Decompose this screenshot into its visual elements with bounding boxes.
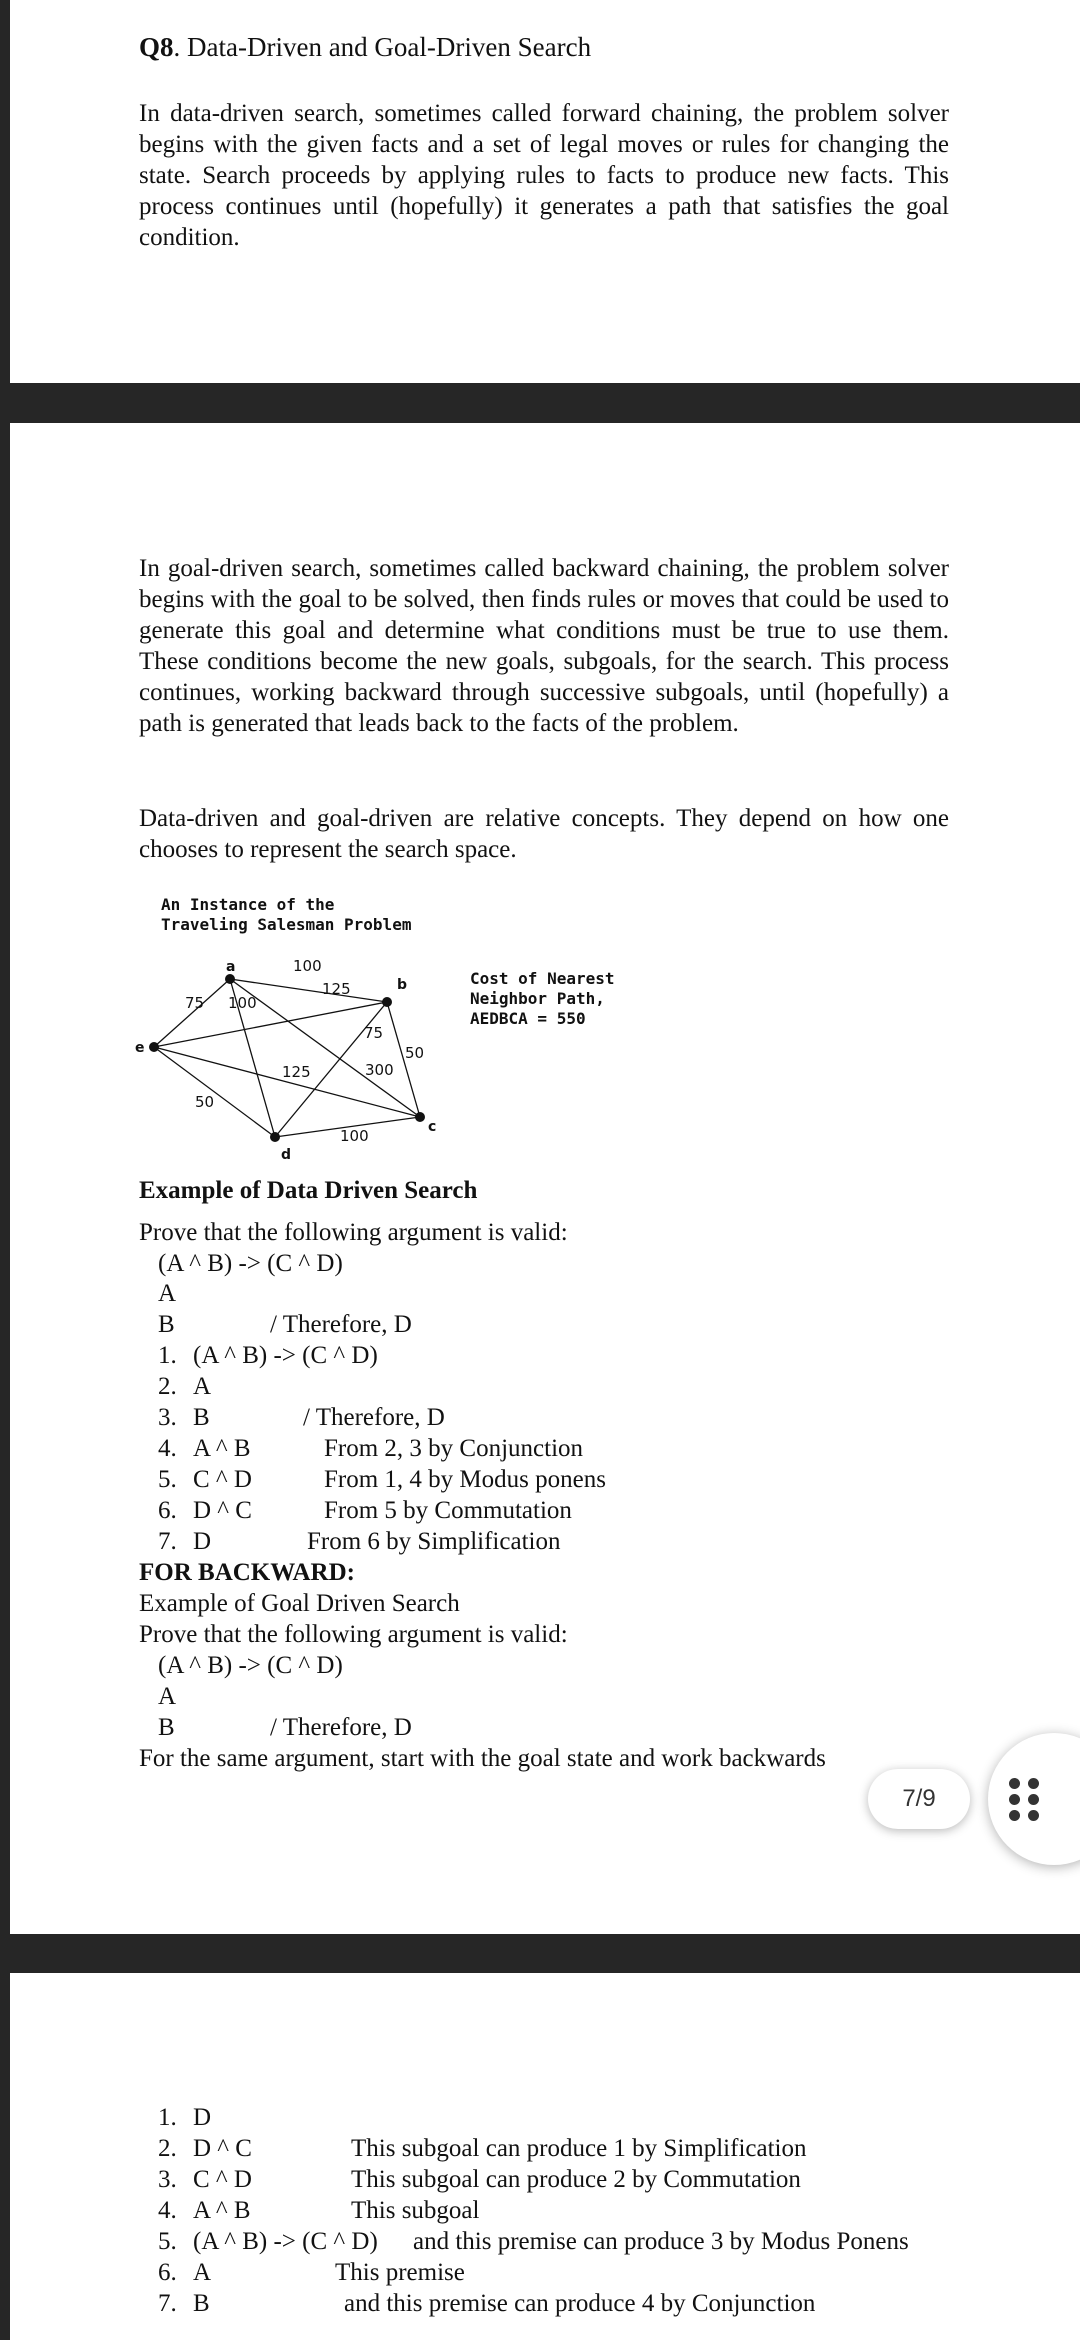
- edge-label: 125: [282, 1063, 311, 1081]
- tsp-note-line: Neighbor Path,: [470, 989, 605, 1008]
- step-number: 1.: [158, 2104, 177, 2131]
- relative-concepts-paragraph: Data-driven and goal-driven are relative concepts. They depend on how one chooses to represent the search space.: [139, 805, 949, 863]
- node-a: [225, 974, 235, 984]
- step-expression: D ^ C: [193, 2135, 252, 2162]
- data-premise-2: A: [158, 1280, 177, 1307]
- node-label: a: [226, 959, 236, 975]
- backward-premise-1: (A ^ B) -> (C ^ D): [158, 1652, 343, 1679]
- step-number: 4.: [158, 1435, 177, 1462]
- step-number: 4.: [158, 2197, 177, 2224]
- tsp-note-line: Cost of Nearest: [470, 969, 615, 988]
- data-premise-1: (A ^ B) -> (C ^ D): [158, 1250, 343, 1277]
- tsp-note-line: AEDBCA = 550: [470, 1009, 586, 1028]
- step-number: 7.: [158, 2290, 177, 2317]
- step-reason: and this premise can produce 4 by Conjunction: [344, 2290, 816, 2317]
- step-expression: D ^ C: [193, 1497, 252, 1524]
- node-label: d: [281, 1147, 292, 1163]
- edge-a-e: [154, 979, 230, 1047]
- question-number: Q8: [139, 32, 174, 62]
- document-page-1: [10, 0, 1080, 383]
- edge-label: 125: [322, 980, 351, 998]
- step-reason: From 6 by Simplification: [307, 1528, 561, 1555]
- step-expression: C ^ D: [193, 1466, 252, 1493]
- data-premise-3: B: [158, 1311, 175, 1338]
- node-e: [149, 1042, 159, 1052]
- goal-driven-paragraph: In goal-driven search, sometimes called backward chaining, the problem solver begins with the goal to be solved, then finds rules or moves that could be used to generate this goal and determine what conditions must be true to use them. These conditions become the new goals, subgoals, for the search. This process continues, working backward through successive subgoals, until (hopefully) a path is generated that leads back to the facts of the problem.: [139, 555, 949, 737]
- document-page-3: [10, 1973, 1080, 2340]
- step-expression: (A ^ B) -> (C ^ D): [193, 1342, 378, 1369]
- tsp-figure-title: [161, 895, 411, 935]
- edge-label: 300: [365, 1061, 394, 1079]
- edge-e-c: [154, 1047, 420, 1117]
- step-number: 6.: [158, 2259, 177, 2286]
- step-expression: D: [193, 1528, 212, 1555]
- tsp-cost-note: [470, 969, 615, 1029]
- step-expression: (A ^ B) -> (C ^ D): [193, 2228, 378, 2255]
- edge-label: 50: [405, 1044, 425, 1062]
- backward-premise-3: B: [158, 1714, 175, 1741]
- step-expression: A: [193, 1373, 212, 1400]
- backward-instruction: For the same argument, start with the goal state and work backwards: [139, 1745, 826, 1772]
- backward-premise-2: A: [158, 1683, 177, 1710]
- step-number: 3.: [158, 2166, 177, 2193]
- node-d: [270, 1132, 280, 1142]
- step-expression: A: [193, 2259, 212, 2286]
- step-number: 7.: [158, 1528, 177, 1555]
- document-page-2: [10, 423, 1080, 1934]
- step-expression: C ^ D: [193, 2166, 252, 2193]
- node-c: [415, 1112, 425, 1122]
- step-reason: This subgoal can produce 2 by Commutation: [351, 2166, 801, 2193]
- edge-a-c: [230, 979, 420, 1117]
- step-expression: D: [193, 2104, 212, 2131]
- node-b: [382, 997, 392, 1007]
- step-number: 6.: [158, 1497, 177, 1524]
- edge-label: 100: [293, 957, 322, 975]
- step-number: 1.: [158, 1342, 177, 1369]
- edge-label: 100: [340, 1127, 369, 1145]
- edge-label: 100: [228, 994, 257, 1012]
- question-title: . Data-Driven and Goal-Driven Search: [173, 32, 592, 62]
- page-indicator[interactable]: 7/9: [868, 1769, 970, 1829]
- backward-prove: Prove that the following argument is valid:: [139, 1621, 568, 1648]
- step-reason: This premise: [335, 2259, 465, 2286]
- step-reason: This subgoal can produce 1 by Simplification: [351, 2135, 807, 2162]
- step-reason: From 1, 4 by Modus ponens: [324, 1466, 606, 1493]
- step-reason: This subgoal: [351, 2197, 480, 2224]
- step-expression: A ^ B: [193, 2197, 251, 2224]
- node-label: b: [397, 977, 408, 993]
- step-expression: B: [193, 2290, 210, 2317]
- node-label: e: [135, 1040, 145, 1056]
- step-reason: / Therefore, D: [303, 1404, 445, 1431]
- step-reason: From 5 by Commutation: [324, 1497, 572, 1524]
- step-expression: B: [193, 1404, 210, 1431]
- edge-label: 50: [195, 1093, 215, 1111]
- step-number: 5.: [158, 1466, 177, 1493]
- step-reason: From 2, 3 by Conjunction: [324, 1435, 584, 1462]
- step-expression: A ^ B: [193, 1435, 251, 1462]
- backward-heading: FOR BACKWARD:: [139, 1559, 355, 1586]
- section-title: [139, 32, 591, 63]
- tsp-title-line: An Instance of the: [161, 895, 335, 914]
- tsp-graph: [130, 947, 460, 1167]
- data-driven-paragraph: In data-driven search, sometimes called forward chaining, the problem solver begins with the given facts and a set of legal moves or rules for changing the state. Search proceeds by applying rules to facts to produce new facts. This process continues until (hopefully) it generates a path that satisfies the goal condition.: [139, 100, 949, 251]
- data-example-heading: Example of Data Driven Search: [139, 1177, 478, 1204]
- backward-subheading: Example of Goal Driven Search: [139, 1590, 460, 1617]
- data-conclusion: / Therefore, D: [270, 1311, 412, 1338]
- edge-e-d: [154, 1047, 275, 1137]
- step-number: 3.: [158, 1404, 177, 1431]
- edge-label: 75: [364, 1024, 384, 1042]
- backward-conclusion: / Therefore, D: [270, 1714, 412, 1741]
- tsp-title-line: Traveling Salesman Problem: [161, 915, 412, 934]
- edge-label: 75: [185, 994, 205, 1012]
- node-label: c: [428, 1119, 437, 1135]
- data-example-prove: Prove that the following argument is valid:: [139, 1219, 568, 1246]
- step-number: 2.: [158, 1373, 177, 1400]
- step-reason: and this premise can produce 3 by Modus Ponens: [413, 2228, 909, 2255]
- step-number: 5.: [158, 2228, 177, 2255]
- step-number: 2.: [158, 2135, 177, 2162]
